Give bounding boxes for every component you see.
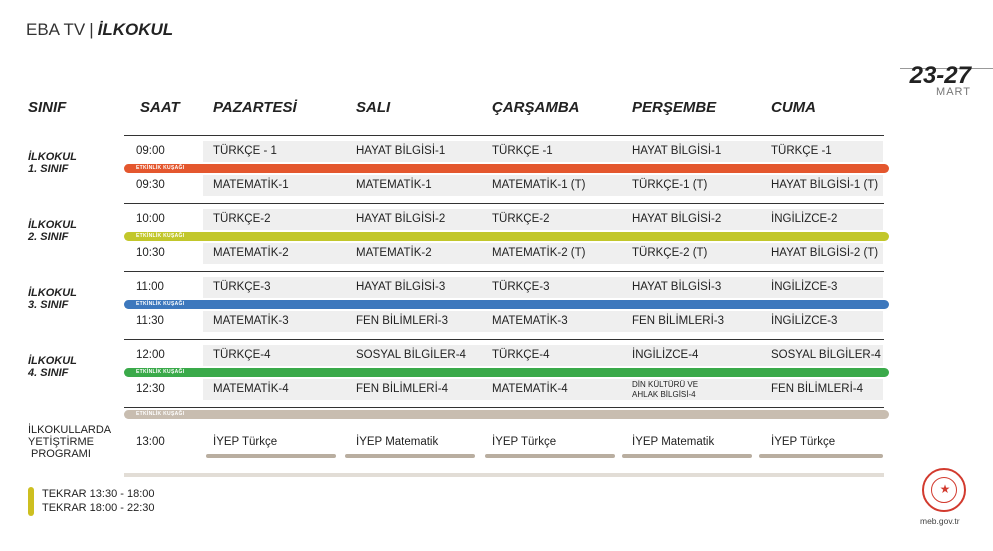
title-separator: | (89, 20, 94, 39)
table-bottom-rule (124, 473, 884, 477)
lesson-cell: TÜRKÇE-2 (492, 213, 550, 225)
lesson-cell: HAYAT BİLGİSİ-1 (356, 145, 446, 157)
lesson-cell: HAYAT BİLGİSİ-2 (356, 213, 446, 225)
slot-time: 09:00 (136, 145, 165, 157)
class-label (28, 219, 77, 243)
class-label-line2: 4. SINIF (28, 367, 69, 379)
repeat-time-2: TEKRAR 18:00 - 22:30 (42, 502, 155, 514)
lesson-cell: MATEMATİK-4 (492, 383, 568, 395)
program-label-line3: PROGRAMI (31, 448, 91, 460)
lesson-cell: MATEMATİK-2 (356, 247, 432, 259)
lesson-underline (206, 454, 336, 458)
class-label-line1: İLKOKUL (28, 219, 77, 231)
lesson-cell: HAYAT BİLGİSİ-3 (356, 281, 446, 293)
lesson-cell: HAYAT BİLGİSİ-2 (T) (771, 247, 879, 259)
row-divider (124, 339, 884, 340)
lesson-cell: TÜRKÇE - 1 (213, 145, 277, 157)
activity-band-label: ETKİNLİK KUŞAĞI (136, 233, 185, 239)
row-divider (124, 135, 884, 136)
lesson-cell: HAYAT BİLGİSİ-1 (632, 145, 722, 157)
class-label (28, 287, 77, 311)
slot-time: 12:30 (136, 383, 165, 395)
lesson-cell: FEN BİLİMLERİ-3 (356, 315, 449, 327)
lesson-cell: MATEMATİK-3 (492, 315, 568, 327)
header-class: SINIF (28, 99, 67, 116)
lesson-cell: İYEP Türkçe (771, 436, 836, 448)
lesson-cell: İNGİLİZCE-4 (632, 349, 699, 361)
row-divider (124, 407, 884, 408)
lesson-cell: MATEMATİK-2 (T) (492, 247, 586, 259)
repeat-time-1: TEKRAR 13:30 - 18:00 (42, 488, 155, 500)
slot-time: 09:30 (136, 179, 165, 191)
lesson-cell: TÜRKÇE-4 (213, 349, 271, 361)
slot-time: 10:00 (136, 213, 165, 225)
header-friday: CUMA (771, 99, 816, 116)
lesson-cell: TÜRKÇE-2 (213, 213, 271, 225)
meb-emblem-icon: ★ (922, 468, 966, 512)
lesson-cell: FEN BİLİMLERİ-4 (356, 383, 449, 395)
activity-band (124, 164, 889, 173)
site-url: meb.gov.tr (920, 516, 960, 526)
lesson-cell: HAYAT BİLGİSİ-2 (632, 213, 722, 225)
slot-time: 12:00 (136, 349, 165, 361)
lesson-cell: TÜRKÇE-2 (T) (632, 247, 708, 259)
program-label-line1: İLKOKULLARDA (28, 424, 112, 436)
header-time: SAAT (140, 99, 180, 116)
header-wednesday: ÇARŞAMBA (492, 99, 580, 116)
header-monday: PAZARTESİ (213, 99, 297, 116)
activity-band (124, 410, 889, 419)
lesson-cell: SOSYAL BİLGİLER-4 (771, 349, 881, 361)
lesson-cell: HAYAT BİLGİSİ-1 (T) (771, 179, 879, 191)
header-thursday: PERŞEMBE (632, 99, 717, 116)
activity-band-label: ETKİNLİK KUŞAĞI (136, 411, 185, 417)
lesson-cell: TÜRKÇE -1 (771, 145, 832, 157)
header-tuesday: SALI (356, 99, 391, 116)
repeat-legend-marker (28, 487, 34, 516)
lesson-cell: DİN KÜLTÜRÜ VE AHLAK BİLGİSİ-4 (632, 380, 699, 399)
slot-time: 10:30 (136, 247, 165, 259)
class-label (28, 355, 77, 379)
class-label-line2: 1. SINIF (28, 163, 69, 175)
class-label-line2: 2. SINIF (28, 231, 69, 243)
activity-band (124, 368, 889, 377)
activity-band-label: ETKİNLİK KUŞAĞI (136, 165, 185, 171)
lesson-cell: MATEMATİK-3 (213, 315, 289, 327)
lesson-cell: İYEP Matematik (632, 436, 715, 448)
lesson-underline (759, 454, 883, 458)
lesson-cell: İYEP Türkçe (213, 436, 278, 448)
lesson-cell: İNGİLİZCE-3 (771, 315, 838, 327)
lesson-cell: İYEP Matematik (356, 436, 439, 448)
class-label-line2: 3. SINIF (28, 299, 69, 311)
activity-band (124, 232, 889, 241)
lesson-underline (485, 454, 615, 458)
lesson-cell: TÜRKÇE-1 (T) (632, 179, 708, 191)
row-divider (124, 271, 884, 272)
activity-band (124, 300, 889, 309)
date-month: MART (936, 86, 971, 98)
row-divider (124, 203, 884, 204)
lesson-underline (345, 454, 475, 458)
lesson-cell: TÜRKÇE-3 (213, 281, 271, 293)
lesson-cell: HAYAT BİLGİSİ-3 (632, 281, 722, 293)
class-label-line1: İLKOKUL (28, 355, 77, 367)
activity-band-label: ETKİNLİK KUŞAĞI (136, 301, 185, 307)
program-label (28, 424, 111, 460)
lesson-cell: İNGİLİZCE-2 (771, 213, 838, 225)
activity-band-label: ETKİNLİK KUŞAĞI (136, 369, 185, 375)
lesson-cell: TÜRKÇE -1 (492, 145, 553, 157)
lesson-cell: İYEP Türkçe (492, 436, 557, 448)
lesson-cell: MATEMATİK-1 (213, 179, 289, 191)
lesson-cell: TÜRKÇE-4 (492, 349, 550, 361)
slot-time: 11:30 (136, 315, 164, 327)
date-range: 23-27 (909, 62, 971, 89)
slot-time: 11:00 (136, 281, 164, 293)
level-name: İLKOKUL (97, 20, 174, 39)
lesson-cell: MATEMATİK-1 (T) (492, 179, 586, 191)
lesson-cell: MATEMATİK-1 (356, 179, 432, 191)
lesson-cell: FEN BİLİMLERİ-4 (771, 383, 864, 395)
lesson-cell: İNGİLİZCE-3 (771, 281, 838, 293)
class-label-line1: İLKOKUL (28, 151, 77, 163)
lesson-cell: SOSYAL BİLGİLER-4 (356, 349, 466, 361)
program-label-line2: YETİŞTİRME (28, 436, 95, 448)
lesson-cell: MATEMATİK-4 (213, 383, 289, 395)
channel-name: EBA TV (26, 20, 86, 39)
lesson-underline (622, 454, 752, 458)
lesson-cell: FEN BİLİMLERİ-3 (632, 315, 725, 327)
class-label (28, 151, 77, 175)
lesson-cell: MATEMATİK-2 (213, 247, 289, 259)
class-label-line1: İLKOKUL (28, 287, 77, 299)
slot-time: 13:00 (136, 436, 165, 448)
lesson-cell: TÜRKÇE-3 (492, 281, 550, 293)
channel-title (26, 20, 173, 40)
